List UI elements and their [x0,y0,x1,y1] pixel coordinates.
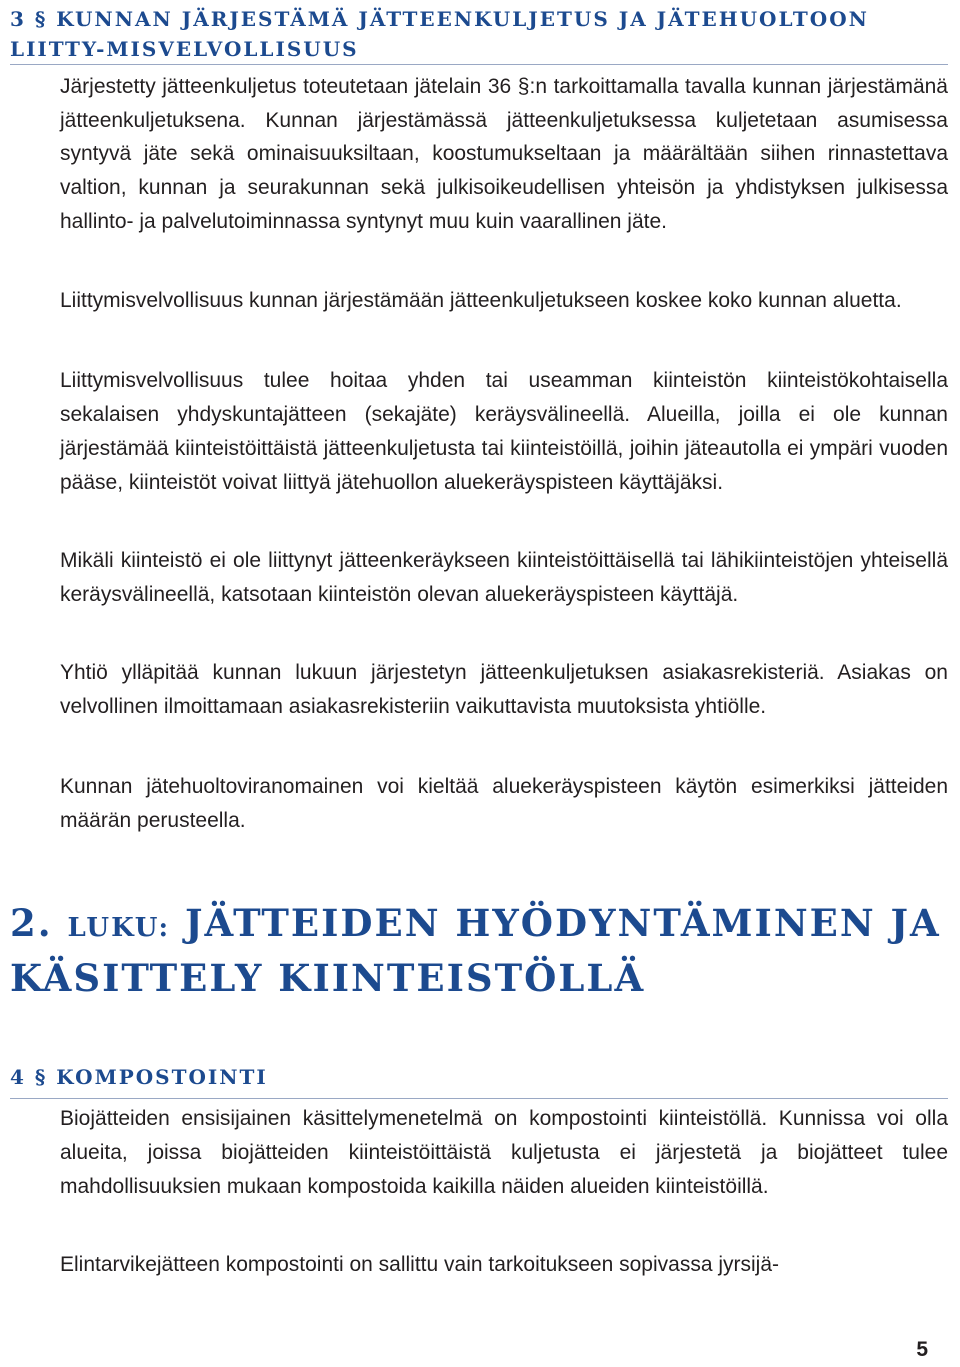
chapter-heading [10,898,948,1003]
section-3-paragraph-2: Liittymisvelvollisuus kunnan järjestämään jätteenkuljetukseen koskee koko kunnan aluetta. [60,289,902,312]
section-3-heading: 3 § KUNNAN JÄRJESTÄMÄ JÄTTEENKULJETUS JA JÄTEHUOLTOON LIITTY-MISVELVOLLISUUS [10,7,869,61]
section-3-paragraph-1: Järjestetty jätteenkuljetus toteutetaan jätelain 36 §:n tarkoittamalla tavalla kunnan järjestämänä jätteenkuljetuksena. Kunnan järjestämässä jätteenkuljetuksessa kuljetetaan asumisessa syntyvä jäte sekä ominaisuuksiltaan, koostumukseltaan ja määrältään siihen rinnastettava valtion, kunnan ja seurakunnan sekä julkisoikeudellisen yhteisön ja yhdistyksen julkisessa hallinto- ja palvelutoiminnassa syntynyt muu kuin vaarallinen jäte. [60,75,948,233]
chapter-number: 2. [10,901,53,945]
section-3-divider [10,64,948,65]
section-4-heading-block [10,1062,948,1092]
section-3-paragraph-3: Liittymisvelvollisuus tulee hoitaa yhden tai useamman kiinteistön kiinteistökohtaisella sekalaisen yhdyskuntajätteen (sekajäte) keräysvälineellä. Alueilla, joilla ei ole kunnan järjestämää kiinteistöittäistä jätteenkuljetusta tai kiinteistöillä, joihin jäteautolla ei ympäri vuoden pääse, kiinteistöt voivat liittyä jätehuollon aluekeräyspisteen käyttäjäksi. [60,369,948,494]
section-4-divider [10,1098,948,1099]
section-4-paragraph-2: Elintarvikejätteen kompostointi on sallittu vain tarkoitukseen sopivassa jyrsijä- [60,1253,780,1276]
section-3-paragraph-4: Mikäli kiinteistö ei ole liittynyt jätteenkeräykseen kiinteistöittäisellä tai lähikiinteistöjen yhteisellä keräysvälineellä, katsotaan kiinteistön olevan aluekeräyspisteen käyttäjä. [60,549,948,606]
chapter-word: LUKU: [67,913,171,943]
section-4-heading: 4 § KOMPOSTOINTI [10,1065,268,1089]
section-3-paragraph-6: Kunnan jätehuoltoviranomainen voi kieltää aluekeräyspisteen käytön esimerkiksi jätteiden määrän perusteella. [60,775,948,832]
section-3-paragraph-5: Yhtiö ylläpitää kunnan lukuun järjestetyn jätteenkuljetuksen asiakasrekisteriä. Asiakas on velvollinen ilmoittamaan asiakasrekisteriin vaikuttavista muutoksista yhtiölle. [60,661,948,718]
page-number: 5 [916,1338,928,1361]
chapter-title: JÄTTEIDEN HYÖDYNTÄMINEN JA KÄSITTELY KIINTEISTÖLLÄ [10,901,941,1000]
section-3-heading-block [10,4,948,64]
section-4-paragraph-1: Biojätteiden ensisijainen käsittelymenetelmä on kompostointi kiinteistöllä. Kunnissa voi olla alueita, joissa biojätteiden kiinteistöittäistä kuljetusta ei järjestetä ja biojätteet tulee mahdollisuuksien mukaan kompostoida kaikilla näiden alueiden kiinteistöillä. [60,1107,948,1198]
